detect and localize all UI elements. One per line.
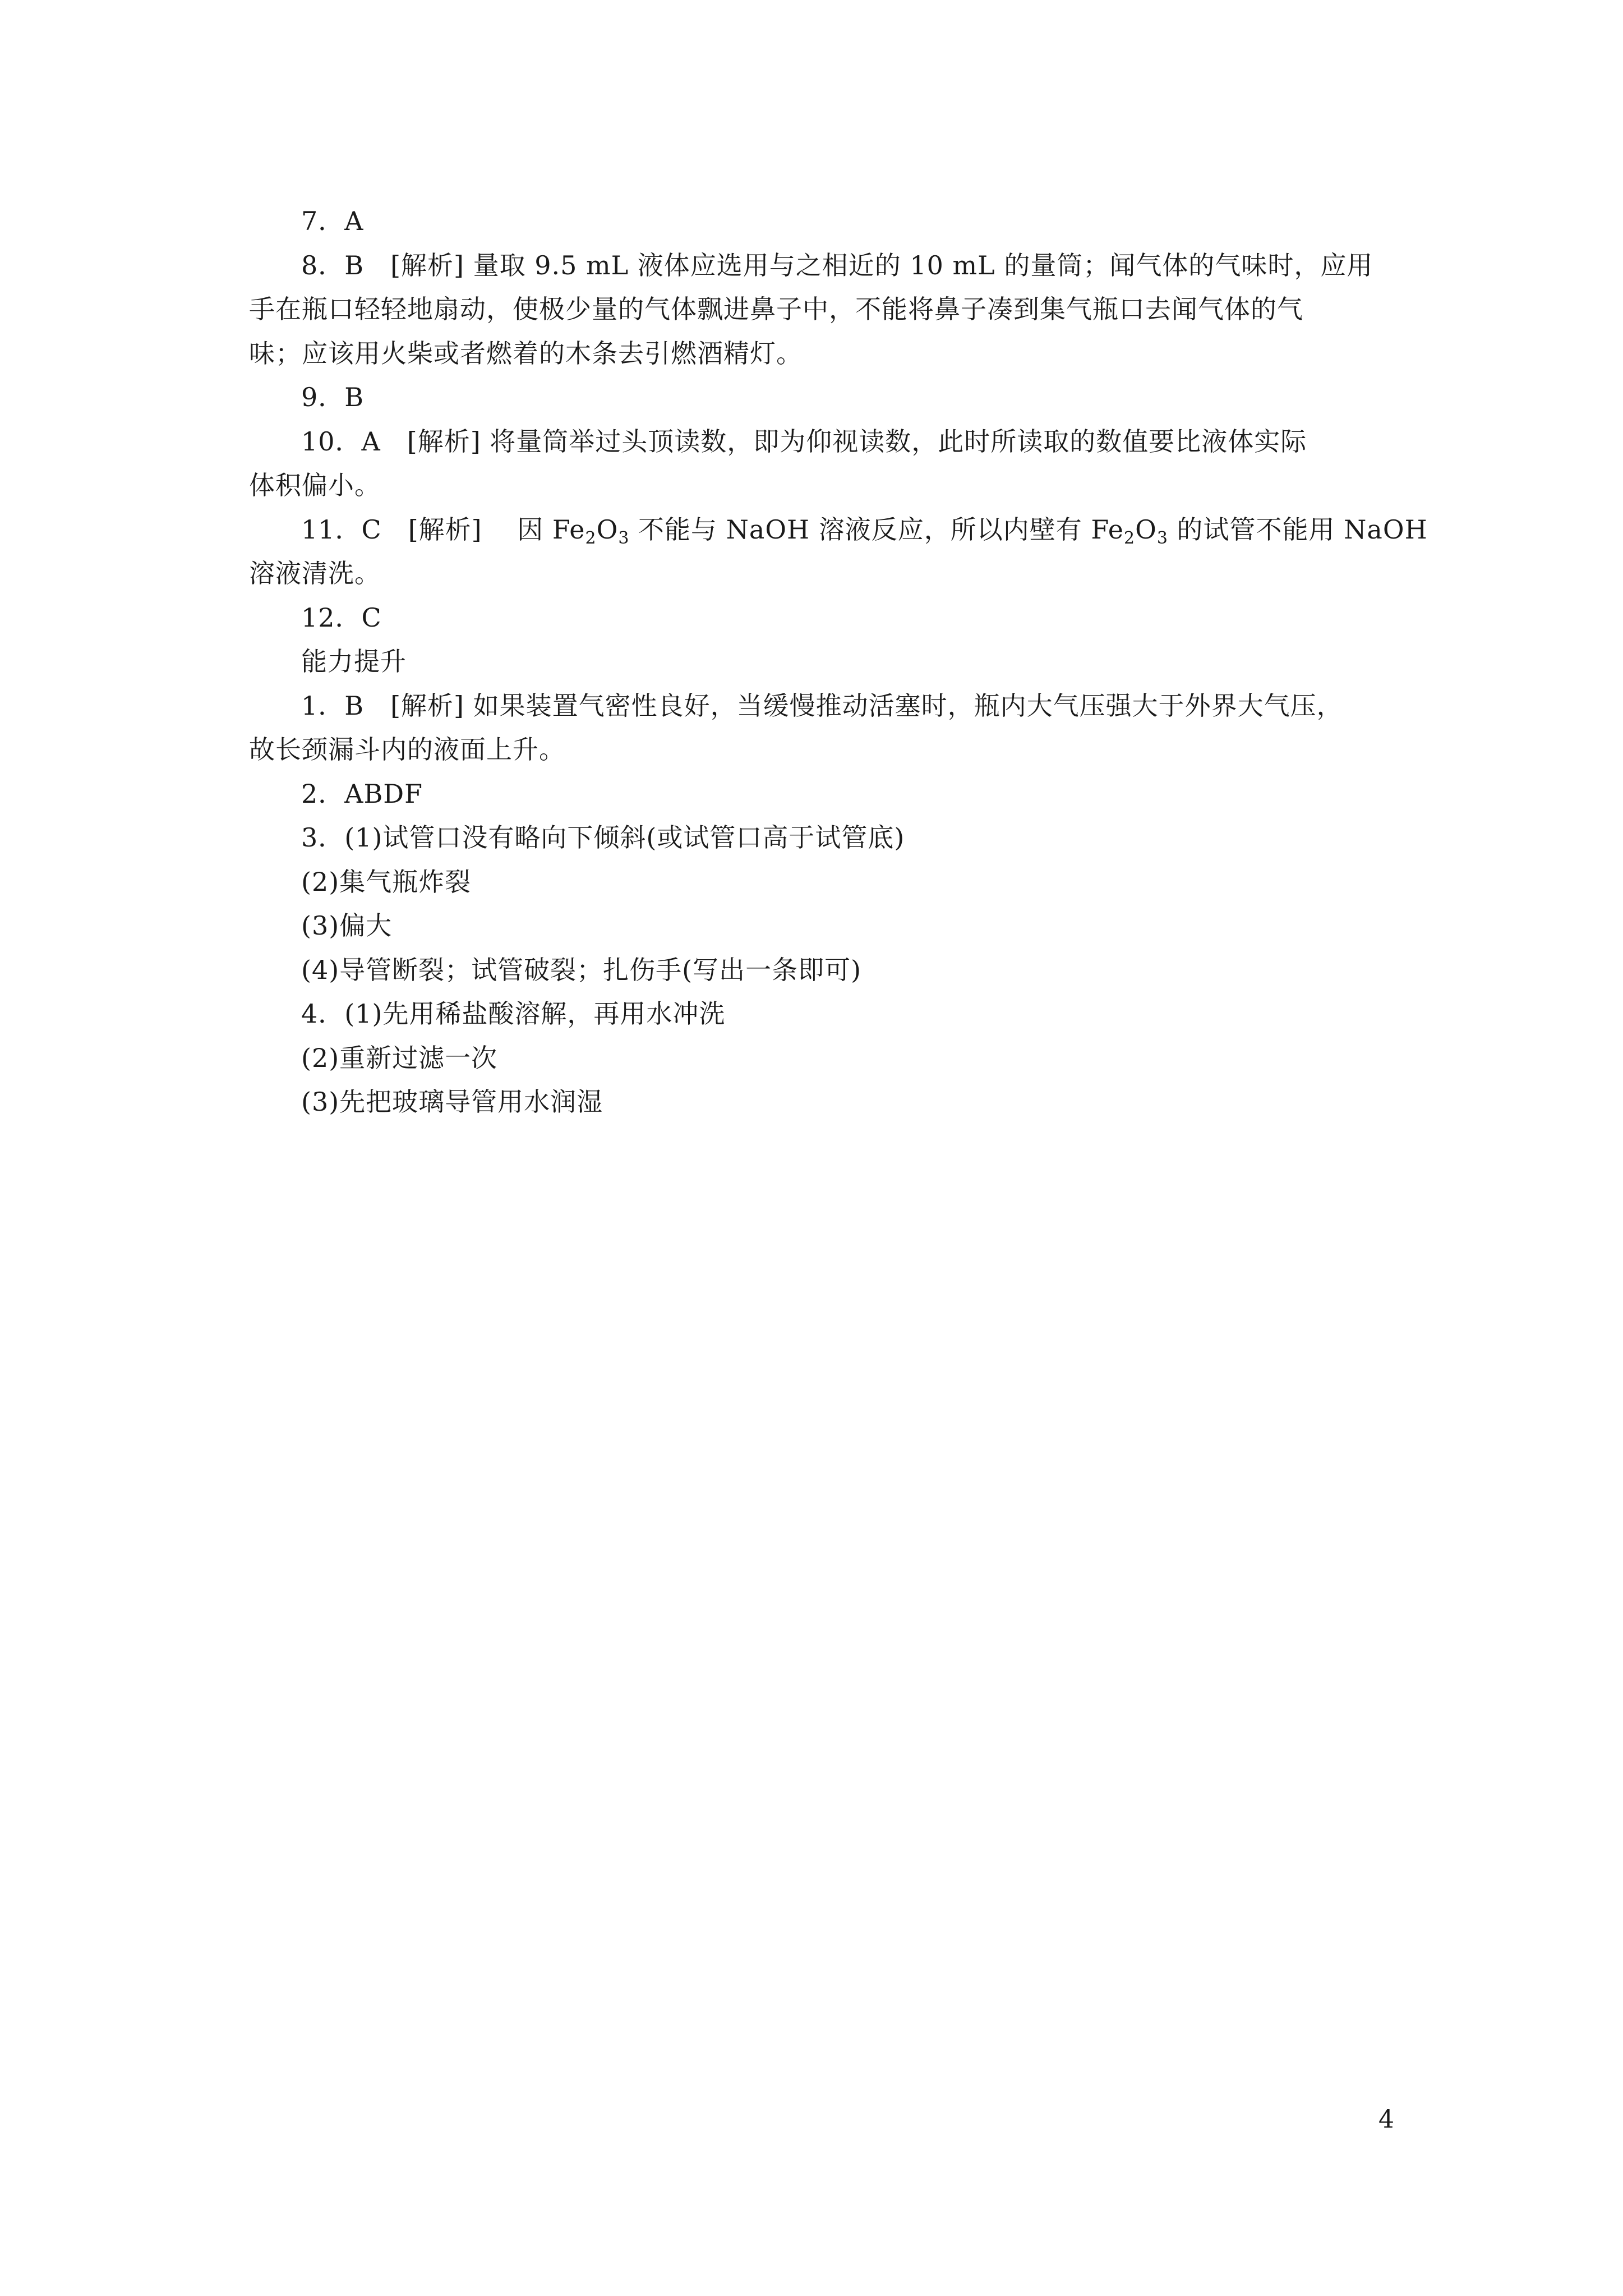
answer-8-line-2: 手在瓶口轻轻地扇动，使极少量的气体飘进鼻子中，不能将鼻子凑到集气瓶口去闻气体的气 [249,294,1303,324]
answer-11-line-1 [249,508,1428,552]
ability-3-part-1: 3．(1)试管口没有略向下倾斜(或试管口高于试管底) [301,822,905,853]
ability-3-part-3: (3)偏大 [301,910,393,941]
subscript: 2 [1124,528,1136,548]
answer-8-line-1: 8．B [解析] 量取 9.5 mL 液体应选用与之相近的 10 mL 的量筒；闻气体的气味时，应用 [301,250,1373,280]
answer-7: 7．A [301,206,364,236]
page-number: 4 [1378,2105,1394,2134]
ability-4-part-1: 4．(1)先用稀盐酸溶解，再用水冲洗 [301,999,726,1029]
ability-4-part-3: (3)先把玻璃导管用水润湿 [301,1087,603,1117]
answer-11-end: 的试管不能用 NaOH [1168,514,1428,545]
answer-11-line-2: 溶液清洗。 [249,558,381,588]
answer-9: 9．B [301,382,365,412]
answer-10-line-1: 10．A [解析] 将量筒举过头顶读数，即为仰视读数，此时所读取的数值要比液体实际 [301,426,1307,457]
ability-3-part-2: (2)集气瓶炸裂 [301,866,472,897]
answer-10-line-2: 体积偏小。 [249,470,381,500]
answer-content [249,199,1428,1124]
ability-4-part-2: (2)重新过滤一次 [301,1042,498,1073]
section-heading: 能力提升 [301,646,407,677]
ability-1-line-1: 1．B [解析] 如果装置气密性良好，当缓慢推动活塞时，瓶内大气压强大于外界大气压， [301,690,1343,721]
answer-12: 12．C [301,602,382,633]
answer-11-middle: 不能与 NaOH 溶液反应，所以内壁有 [629,514,1091,545]
ability-1-line-2: 故长颈漏斗内的液面上升。 [249,734,565,765]
formula-fe: Fe [1091,514,1124,545]
ability-3-part-4: (4)导管断裂；试管破裂；扎伤手(写出一条即可) [301,954,862,985]
formula-o: O [596,514,619,545]
subscript: 2 [585,528,597,548]
subscript: 3 [618,528,630,548]
formula-o: O [1135,514,1157,545]
ability-2: 2．ABDF [301,778,423,809]
subscript: 3 [1156,528,1168,548]
answer-8-line-3: 味；应该用火柴或者燃着的木条去引燃酒精灯。 [249,338,803,369]
answer-11-prefix: 11．C [解析] 因 Fe [301,514,585,545]
